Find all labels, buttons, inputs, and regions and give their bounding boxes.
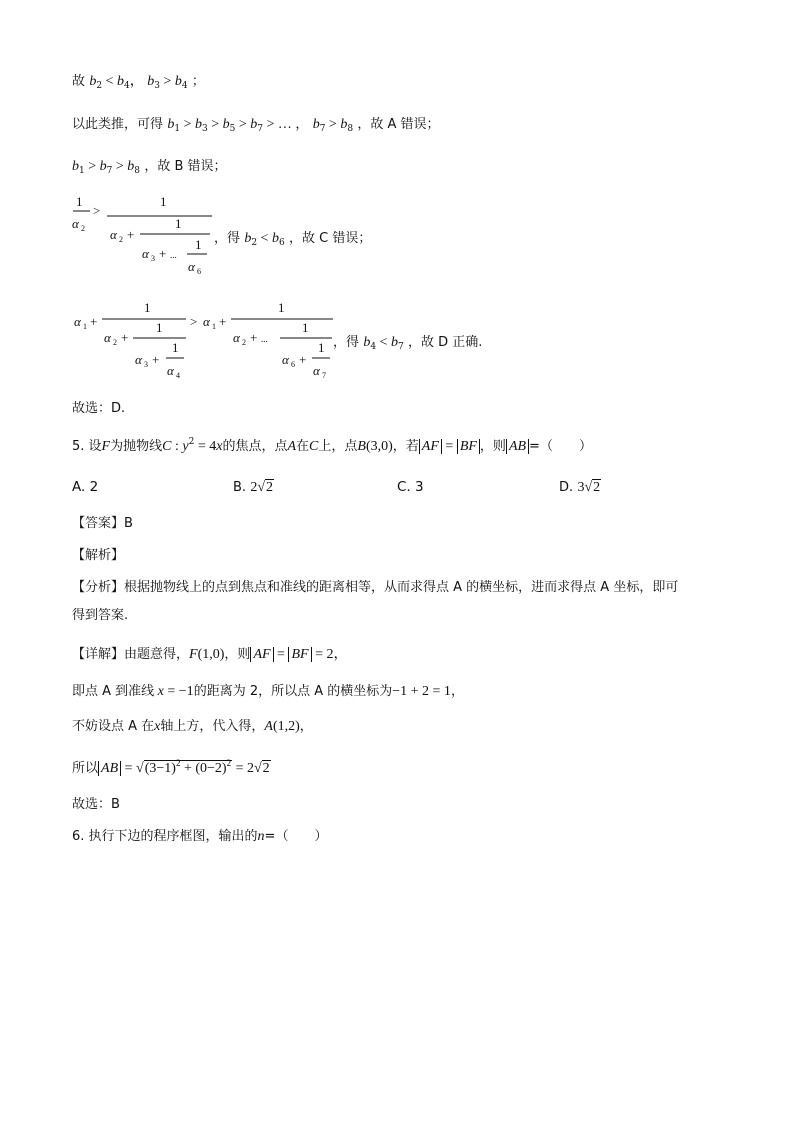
svg-text:α: α (104, 330, 111, 345)
detail-line-3: 不妨设点 A 在x轴上方，代入得，A(1,2)， (72, 719, 313, 734)
svg-text:α: α (313, 363, 320, 378)
answer-line (72, 514, 133, 534)
svg-text:...: ... (170, 250, 177, 260)
svg-text:2: 2 (113, 338, 117, 347)
svg-text:α: α (74, 314, 81, 329)
svg-text:+: + (121, 330, 129, 345)
choose-b: 故选：B (72, 797, 120, 812)
svg-text:1: 1 (156, 320, 163, 335)
line-inference: 以此类推，可得 $b_1 > b_3 > b_5 > b_7$ > … ， $b_7 > b_8$ ，故 A 错误； (72, 117, 440, 134)
svg-text:α: α (110, 227, 117, 242)
svg-text:α: α (72, 216, 79, 231)
detail-line-2: 即点 A 到准线 x = −1的距离为 2，所以点 A 的横坐标为−1 + 2 = 1， (72, 684, 464, 699)
svg-text:1: 1 (144, 300, 151, 315)
svg-text:1: 1 (175, 216, 182, 231)
svg-text:α: α (203, 314, 210, 329)
option-a: A. 2 (72, 479, 99, 495)
continued-fraction-c (70, 192, 230, 282)
detail-line-1: 【详解】由题意得，F(1,0)，则 AF = BF = 2， (72, 647, 348, 662)
svg-text:6: 6 (291, 360, 295, 369)
line-c-wrong: ，得 $b_2 < b_6$ ，故 C 错误； (214, 231, 372, 248)
answer-label: 【答案】 (72, 516, 125, 531)
svg-text:>: > (93, 203, 101, 218)
svg-text:4: 4 (176, 371, 180, 380)
svg-text:1: 1 (302, 320, 309, 335)
line-b-wrong: $b_1 > b_7 > b_8$ ，故 B 错误； (72, 159, 227, 176)
svg-text:2: 2 (81, 224, 85, 233)
svg-text:α: α (167, 363, 174, 378)
svg-text:α: α (188, 259, 195, 274)
fenxi-line-1: 【分析】根据抛物线上的点到焦点和准线的距离相等，从而求得点 A 的横坐标，进而求得点 A 坐标，即可 (72, 580, 679, 595)
svg-text:+: + (159, 246, 167, 261)
svg-text:+: + (299, 352, 307, 367)
option-b: B. 2√2 (233, 480, 274, 495)
analysis-label: 【解析】 (72, 548, 125, 563)
svg-text:1: 1 (195, 237, 202, 252)
question-5: 5. 设F为抛物线C : $y^2 = 4x$的焦点，点A在C上，点B(3,0)，若 AF = BF ，则 AB =（ ） (72, 437, 592, 454)
svg-text:+: + (90, 314, 98, 329)
svg-text:>: > (190, 314, 198, 329)
svg-text:1: 1 (278, 300, 285, 315)
question-6: 6. 执行下边的程序框图，输出的n=（ ） (72, 829, 328, 844)
line-d-correct: ，得 $b_4 < b_7$ ，故 D 正确. (333, 335, 483, 352)
svg-text:α: α (282, 352, 289, 367)
svg-text:3: 3 (151, 254, 155, 263)
option-d: D. 3√2 (559, 480, 601, 495)
svg-text:1: 1 (76, 194, 83, 209)
svg-text:+: + (127, 227, 135, 242)
svg-text:1: 1 (83, 322, 87, 331)
svg-text:3: 3 (144, 360, 148, 369)
svg-text:1: 1 (212, 322, 216, 331)
svg-text:+: + (152, 352, 160, 367)
svg-text:+: + (219, 314, 227, 329)
option-c: C. 3 (397, 479, 424, 495)
svg-text:1: 1 (172, 340, 179, 355)
svg-text:2: 2 (242, 338, 246, 347)
svg-text:2: 2 (119, 235, 123, 244)
detail-line-4: 所以 AB = $√(3-1)^2 + (0-2)^2 = 2√2$ (72, 758, 270, 776)
svg-text:α: α (142, 246, 149, 261)
continued-fraction-d (70, 296, 345, 388)
line-b2-b4: 故 $b_2 < b_4$， $b_3 > b_4$ ； (72, 74, 205, 91)
svg-text:7: 7 (322, 371, 326, 380)
svg-text:+: + (250, 330, 258, 345)
answer-value: B (124, 516, 133, 531)
svg-text:α: α (233, 330, 240, 345)
svg-text:...: ... (261, 334, 268, 344)
fenxi-line-2: 得到答案. (72, 608, 129, 623)
svg-text:1: 1 (318, 340, 325, 355)
svg-text:6: 6 (197, 267, 201, 276)
svg-text:α: α (135, 352, 142, 367)
choose-d: 故选：D. (72, 401, 126, 416)
svg-text:1: 1 (160, 194, 167, 209)
